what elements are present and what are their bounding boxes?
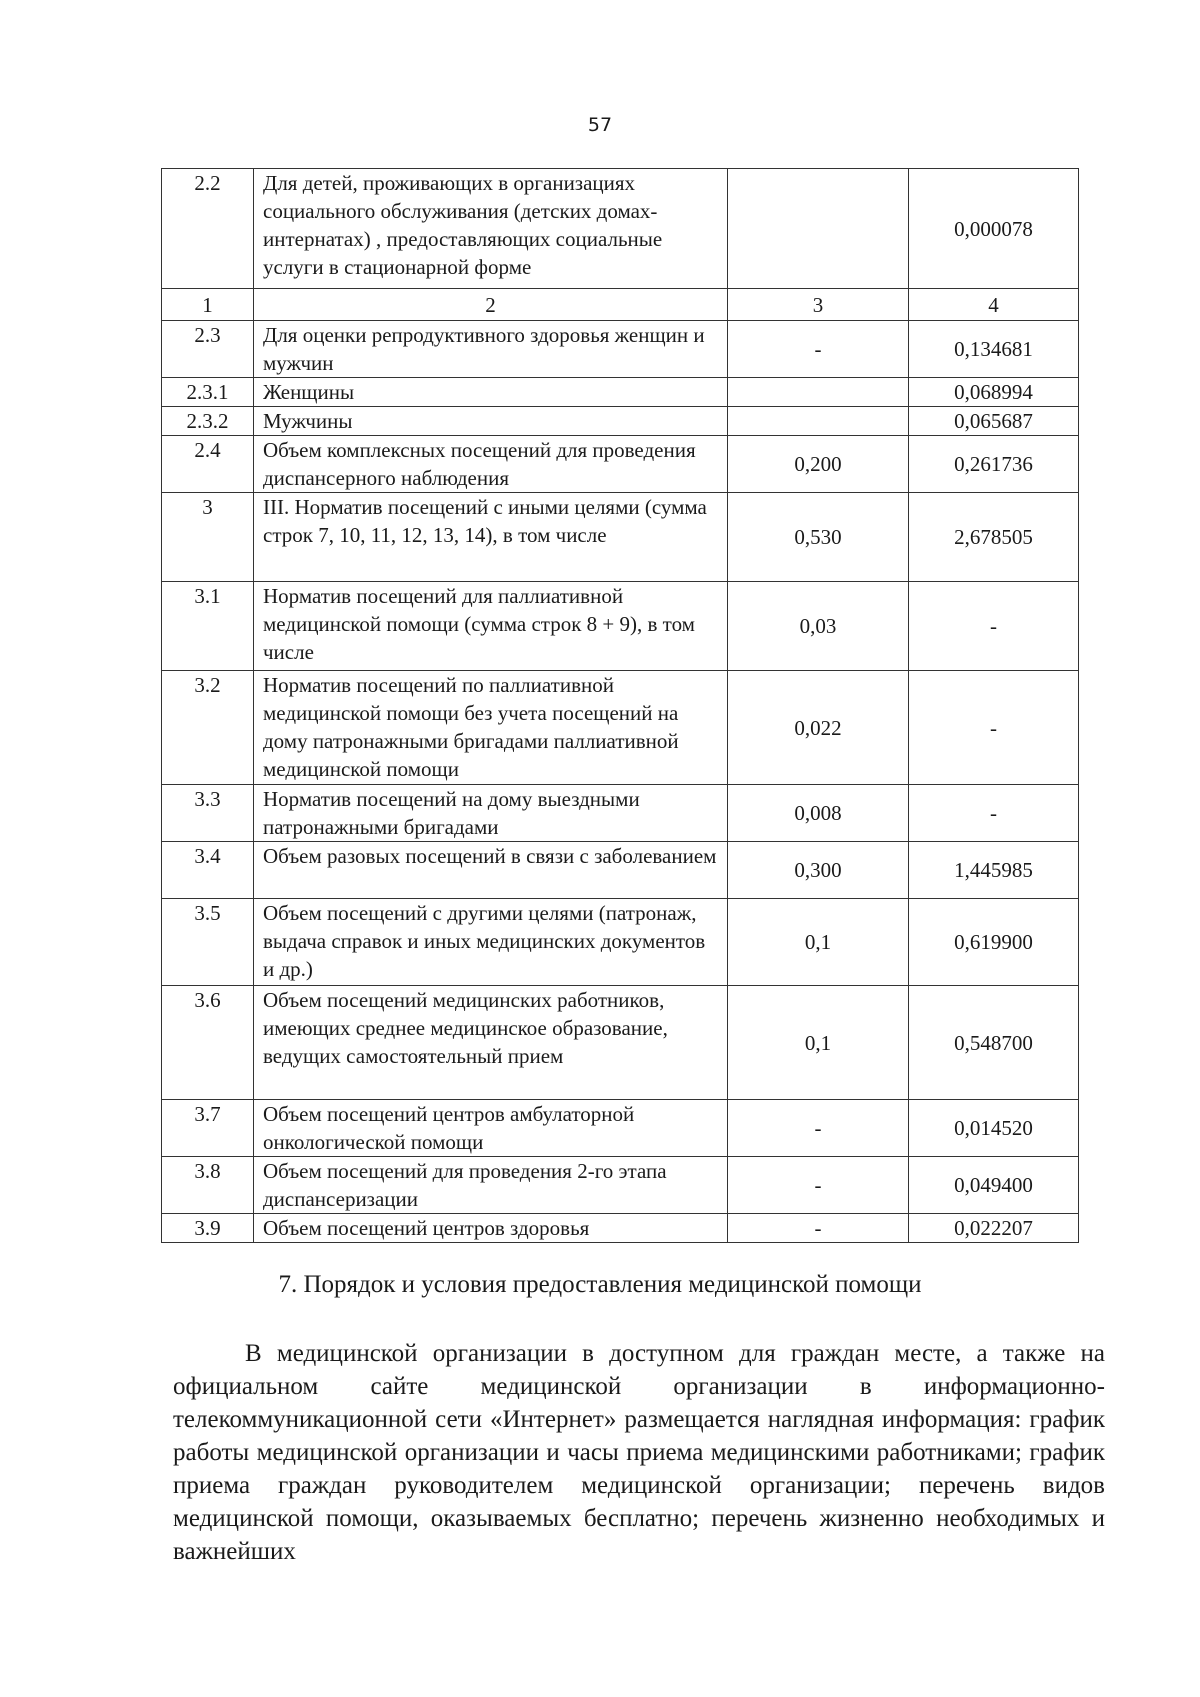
row-description: Норматив посещений для паллиативной медицинской помощи (сумма строк 8 + 9), в том числе [254,582,728,671]
row-value-col4: 2,678505 [909,493,1079,582]
row-number: 3.5 [162,899,254,986]
row-value-col3: - [728,1157,909,1214]
row-number: 3.2 [162,671,254,785]
row-value-col3: 0,008 [728,785,909,842]
row-value-col3: 0,530 [728,493,909,582]
row-number: 2.2 [162,169,254,289]
row-description: Женщины [254,378,728,407]
row-value-col3 [728,169,909,289]
column-number-row [162,289,1079,321]
table-row [162,582,1079,671]
row-value-col4: 1,445985 [909,842,1079,899]
row-value-col3: 0,022 [728,671,909,785]
table-row [162,986,1079,1100]
row-value-col3 [728,378,909,407]
row-description: Для оценки репродуктивного здоровья женщин и мужчин [254,321,728,378]
row-value-col4: 0,022207 [909,1214,1079,1243]
row-value-col4: 0,065687 [909,407,1079,436]
row-value-col4: - [909,785,1079,842]
row-value-col4: 0,548700 [909,986,1079,1100]
row-description: Объем посещений с другими целями (патронаж, выдача справок и иных медицинских документов и др.) [254,899,728,986]
row-number: 2.3.2 [162,407,254,436]
row-value-col3: - [728,1100,909,1157]
row-description: Объем посещений для проведения 2-го этапа диспансеризации [254,1157,728,1214]
row-value-col4: 0,014520 [909,1100,1079,1157]
row-description: Объем посещений медицинских работников, имеющих среднее медицинское образование, ведущих самостоятельный прием [254,986,728,1100]
row-number: 2.4 [162,436,254,493]
row-number: 2.3 [162,321,254,378]
row-number: 3.9 [162,1214,254,1243]
row-value-col3: 0,300 [728,842,909,899]
row-description: Мужчины [254,407,728,436]
row-number: 3.1 [162,582,254,671]
row-value-col3 [728,407,909,436]
table-row [162,321,1079,378]
row-number: 3.6 [162,986,254,1100]
row-value-col4: 0,068994 [909,378,1079,407]
row-number: 3.3 [162,785,254,842]
table-row [162,436,1079,493]
row-value-col4: - [909,671,1079,785]
table-row [162,1100,1079,1157]
row-description: Для детей, проживающих в организациях социального обслуживания (детских домах-интернатах) , предоставляющих социальные услуги в стационарной форме [254,169,728,289]
row-value-col3: 0,1 [728,986,909,1100]
table-row [162,842,1079,899]
section-heading: 7. Порядок и условия предоставления медицинской помощи [278,1271,922,1298]
table-row [162,169,1079,289]
table-row [162,407,1079,436]
table-row [162,1157,1079,1214]
row-number: 3.4 [162,842,254,899]
column-number-3: 3 [728,289,909,321]
table-row [162,1214,1079,1243]
table-row [162,785,1079,842]
row-number: 2.3.1 [162,378,254,407]
table-row [162,378,1079,407]
table-row [162,671,1079,785]
row-value-col4: 0,049400 [909,1157,1079,1214]
row-value-col3: 0,03 [728,582,909,671]
column-number-1: 1 [162,289,254,321]
table-row [162,899,1079,986]
row-value-col3: - [728,321,909,378]
row-description: Объем разовых посещений в связи с заболеванием [254,842,728,899]
row-value-col4: 0,134681 [909,321,1079,378]
row-value-col4: - [909,582,1079,671]
row-value-col3: - [728,1214,909,1243]
column-number-2: 2 [254,289,728,321]
row-number: 3.8 [162,1157,254,1214]
row-number: 3 [162,493,254,582]
row-value-col4: 0,619900 [909,899,1079,986]
row-description: Норматив посещений по паллиативной медицинской помощи без учета посещений на дому патронажными бригадами паллиативной медицинской помощи [254,671,728,785]
body-paragraph: В медицинской организации в доступном для граждан месте, а также на официальном сайте медицинской организации в информационно-телекоммуникационной сети «Интернет» размещается наглядная информация: график работы медицинской организации и часы приема медицинскими работниками; график приема граждан руководителем медицинской организации; перечень видов медицинской помощи, оказываемых бесплатно; перечень жизненно необходимых и важнейших [173,1340,1105,1565]
row-description: Норматив посещений на дому выездными патронажными бригадами [254,785,728,842]
row-value-col4: 0,000078 [909,169,1079,289]
row-value-col3: 0,1 [728,899,909,986]
row-value-col4: 0,261736 [909,436,1079,493]
column-number-4: 4 [909,289,1079,321]
table-row [162,493,1079,582]
row-description: Объем посещений центров здоровья [254,1214,728,1243]
row-description: III. Норматив посещений с иными целями (сумма строк 7, 10, 11, 12, 13, 14), в том числе [254,493,728,582]
row-number: 3.7 [162,1100,254,1157]
row-description: Объем комплексных посещений для проведения диспансерного наблюдения [254,436,728,493]
row-value-col3: 0,200 [728,436,909,493]
norms-table [161,168,1079,1243]
page-number: 57 [587,114,613,136]
row-description: Объем посещений центров амбулаторной онкологической помощи [254,1100,728,1157]
